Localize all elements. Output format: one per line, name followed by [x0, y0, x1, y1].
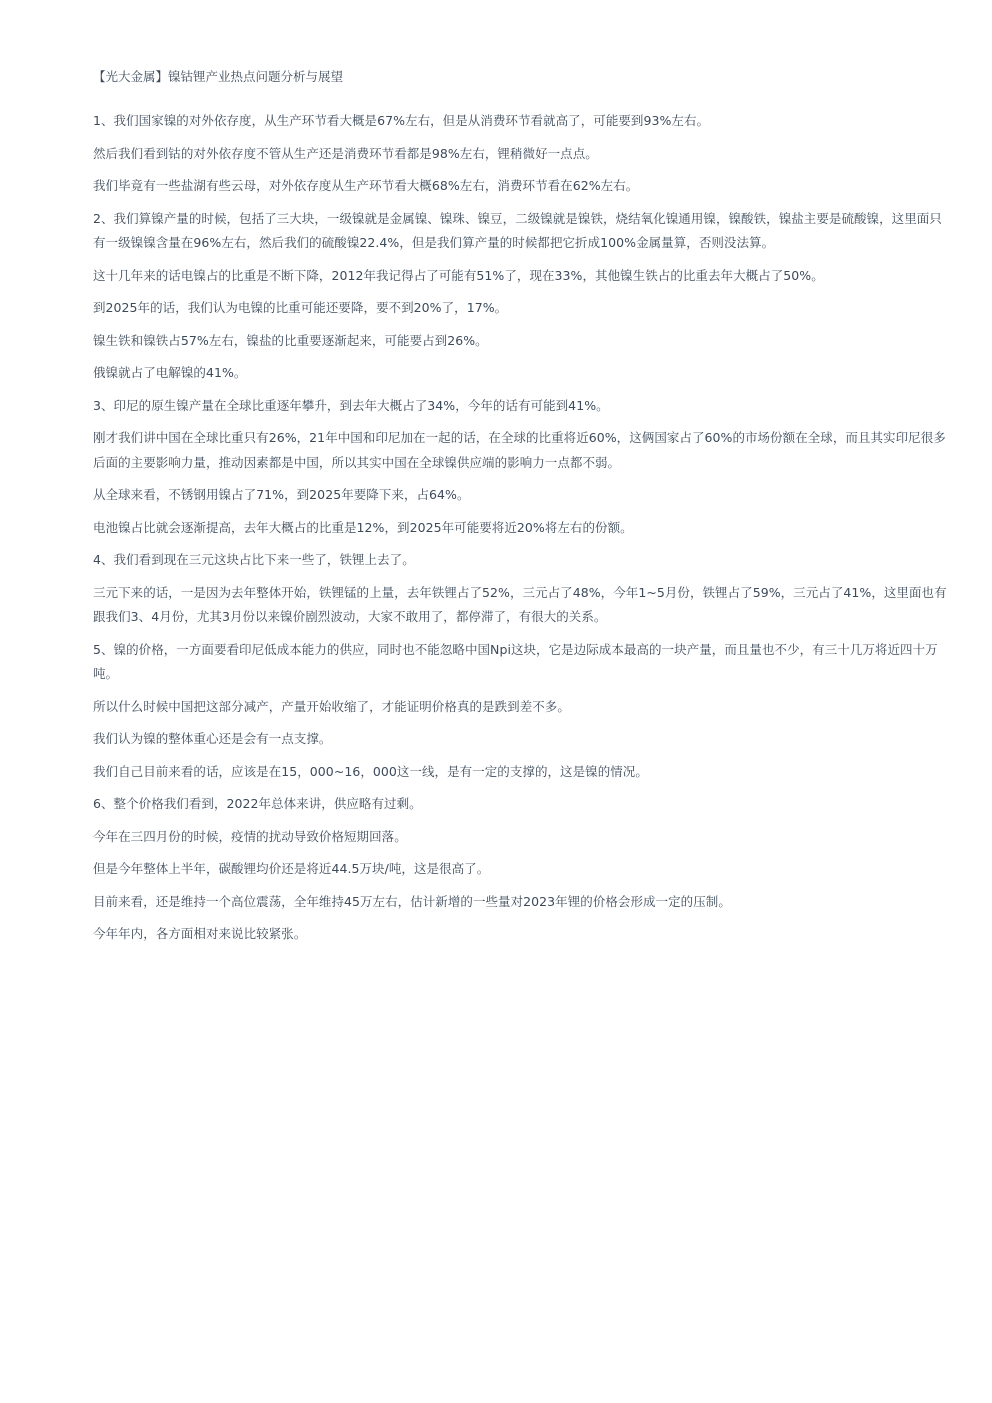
paragraph: 从全球来看，不锈钢用镍占了71%，到2025年要降下来，占64%。	[93, 487, 470, 502]
paragraph: 所以什么时候中国把这部分减产，产量开始收缩了，才能证明价格真的是跌到差不多。	[93, 698, 570, 714]
paragraph: 我们自己目前来看的话，应该是在15，000~16，000这一线，是有一定的支撑的，这是镍的情况。	[93, 763, 648, 779]
paragraph: 这十几年来的话电镍占的比重是不断下降，2012年我记得占了可能有51%了，现在33%，其他镍生铁占的比重去年大概占了50%。	[93, 267, 824, 283]
paragraph: 俄镍就占了电解镍的41%。	[93, 365, 247, 380]
paragraph: 目前来看，还是维持一个高位震荡，全年维持45万左右，估计新增的一些量对2023年锂的价格会形成一定的压制。	[93, 893, 731, 909]
paragraph: 今年在三四月份的时候，疫情的扰动导致价格短期回落。	[93, 828, 407, 844]
paragraph: 刚才我们讲中国在全球比重只有26%，21年中国和印尼加在一起的话，在全球的比重将近60%，这俩国家占了60%的市场份额在全球，而且其实印尼很多后面的主要影响力量，推动因素都是中国，所以其实中国在全球镍供应端的影响力一点都不弱。	[93, 430, 946, 470]
paragraph: 但是今年整体上半年，碳酸锂均价还是将近44.5万块/吨，这是很高了。	[93, 861, 490, 876]
paragraph: 到2025年的话，我们认为电镍的比重可能还要降，要不到20%了，17%。	[93, 300, 508, 315]
paragraph: 2、我们算镍产量的时候，包括了三大块，一级镍就是金属镍、镍珠、镍豆，二级镍就是镍铁，烧结氧化镍通用镍，镍酸铁，镍盐主要是硫酸镍，这里面只有一级镍镍含量在96%左右，然后我们的硫酸镍22.4%，但是我们算产量的时候都把它折成100%金属量算，否则没法算。	[93, 210, 942, 250]
document-body	[93, 109, 948, 947]
paragraph: 1、我们国家镍的对外依存度，从生产环节看大概是67%左右，但是从消费环节看就高了，可能要到93%左右。	[93, 113, 710, 128]
paragraph: 镍生铁和镍铁占57%左右，镍盐的比重要逐渐起来，可能要占到26%。	[93, 332, 488, 348]
paragraph: 我们毕竟有一些盐湖有些云母，对外依存度从生产环节看大概68%左右，消费环节看在62%左右。	[93, 178, 639, 193]
paragraph: 6、整个价格我们看到，2022年总体来讲，供应略有过剩。	[93, 796, 422, 811]
paragraph: 电池镍占比就会逐渐提高，去年大概占的比重是12%，到2025年可能要将近20%将左右的份额。	[93, 519, 633, 535]
paragraph: 3、印尼的原生镍产量在全球比重逐年攀升，到去年大概占了34%，今年的话有可能到41%。	[93, 397, 609, 413]
document-title: 【光大金属】镍钴锂产业热点问题分析与展望	[93, 69, 344, 84]
document-page	[93, 66, 948, 955]
paragraph: 今年年内，各方面相对来说比较紧张。	[93, 926, 307, 941]
paragraph: 然后我们看到钴的对外依存度不管从生产还是消费环节看都是98%左右，锂稍微好一点点。	[93, 145, 598, 161]
paragraph: 4、我们看到现在三元这块占比下来一些了，铁锂上去了。	[93, 552, 415, 567]
paragraph: 我们认为镍的整体重心还是会有一点支撑。	[93, 731, 332, 746]
paragraph: 5、镍的价格，一方面要看印尼低成本能力的供应，同时也不能忽略中国Npi这块，它是边际成本最高的一块产量，而且量也不少，有三十几万将近四十万吨。	[93, 641, 938, 681]
paragraph: 三元下来的话，一是因为去年整体开始，铁锂锰的上量，去年铁锂占了52%，三元占了48%，今年1~5月份，铁锂占了59%，三元占了41%，这里面也有跟我们3、4月份，尤其3月份以来镍价剧烈波动，大家不敢用了，都停滞了，有很大的关系。	[93, 584, 947, 624]
